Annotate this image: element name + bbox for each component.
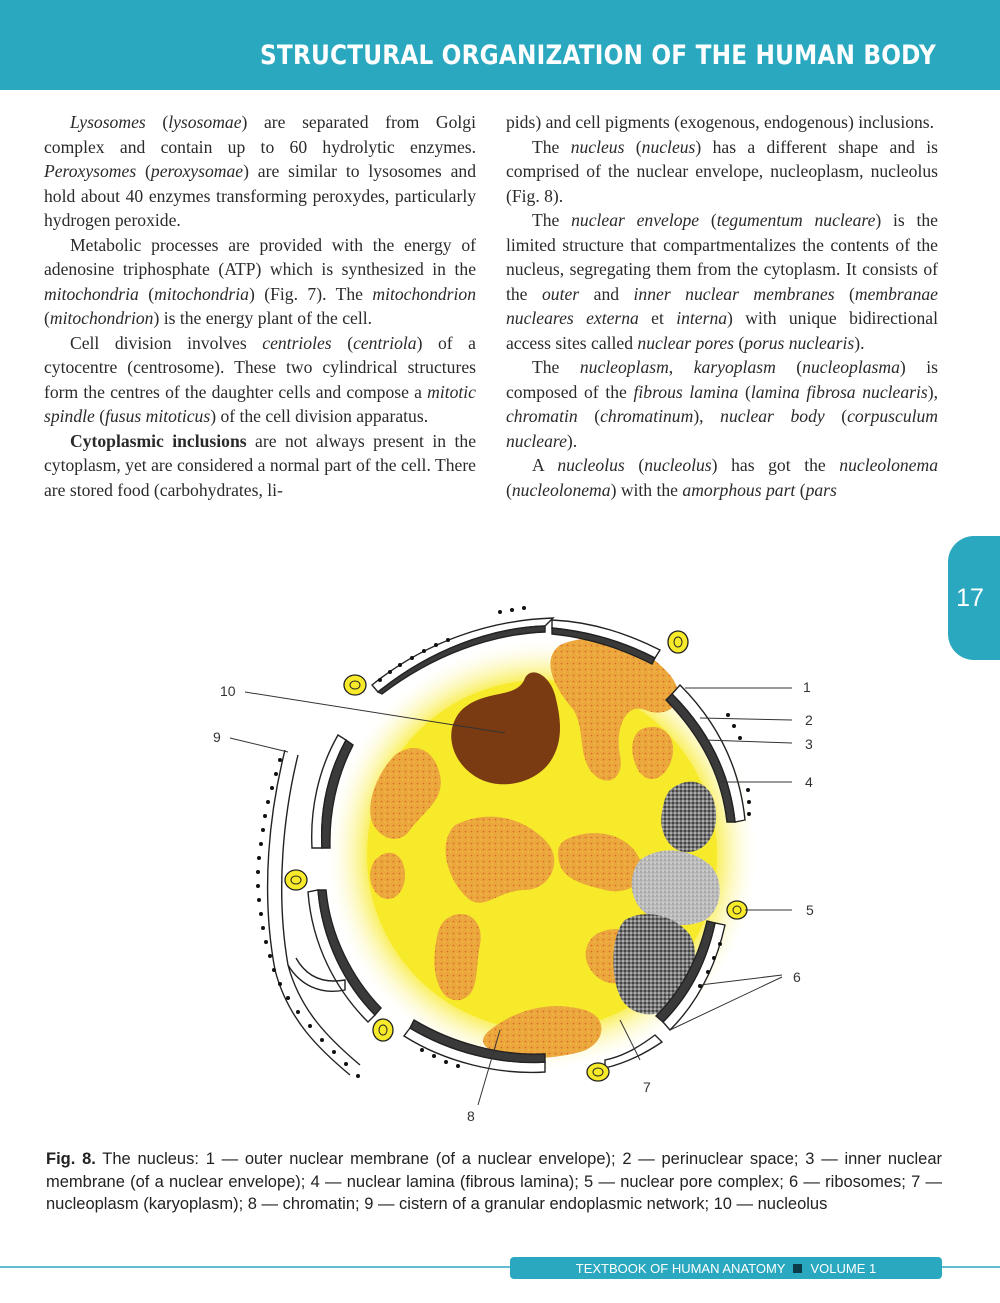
page-header	[0, 0, 1000, 90]
paragraph: Cell division involves centrioles (centriola) of a cytocentre (centrosome). These two cylindrical structures form the centres of the daughter cells and compose a mitotic spindle (fusus mitoticus) of the cell division apparatus.	[44, 332, 476, 426]
paragraph: The nuclear envelope (tegumentum nucleare) is the limited structure that compartmentalizes the contents of the nucleus, segregating them from the cytoplasm. It consists of the outer and inner nuclear membranes (membranae nucleares externa et interna) with unique bidirectional access sites called nuclear pores (porus nuclearis).	[506, 210, 938, 353]
page-number-tab	[948, 536, 1000, 660]
paragraph: A nucleolus (nucleolus) has got the nucleolonema (nucleolonema) with the amorphous part (pars	[506, 455, 938, 500]
footer-bar	[510, 1257, 942, 1279]
page-title: STRUCTURAL ORGANIZATION OF THE HUMAN BODY	[260, 40, 936, 71]
text-column-left	[44, 110, 476, 502]
square-icon	[793, 1264, 802, 1273]
caption-text: The nucleus: 1 — outer nuclear membrane (of a nuclear envelope); 2 — perinuclear space; 3 — inner nuclear membrane (of a nuclear envelope); 4 — nuclear lamina (fibrous lamina); 5 — nuclear pore complex; 6 — ribosomes; 7 — nucleoplasm (karyoplasm); 8 — chromatin; 9 — cistern of a granular endoplasmic network; 10 — nucleolus	[46, 1150, 942, 1213]
label-7: 7	[643, 1079, 651, 1095]
figure-caption	[46, 1148, 942, 1216]
footer-volume: VOLUME 1	[810, 1260, 877, 1276]
label-4: 4	[805, 774, 813, 790]
paragraph: Cytoplasmic inclusions are not always present in the cytoplasm, yet are considered a normal part of the cell. There are stored food (carbohydrates, li-	[44, 430, 476, 500]
label-9: 9	[213, 729, 221, 745]
heterochromatin	[661, 782, 716, 853]
label-5: 5	[806, 902, 814, 918]
label-1: 1	[803, 679, 811, 695]
paragraph: pids) and cell pigments (exogenous, endogenous) inclusions.	[506, 112, 935, 132]
page-number: 17	[956, 584, 984, 612]
label-3: 3	[805, 736, 813, 752]
caption-prefix: Fig. 8.	[46, 1150, 96, 1168]
text-column-right	[506, 110, 938, 502]
paragraph: Lysosomes (lysosomae) are separated from Golgi complex and contain up to 60 hydrolytic enzymes. Peroxysomes (peroxysomae) are similar to lysosomes and hold about 40 enzymes transforming peroxydes, particularly hydrogen peroxide.	[44, 112, 477, 230]
label-2: 2	[805, 712, 813, 728]
label-8: 8	[467, 1108, 475, 1124]
paragraph: The nucleoplasm, karyoplasm (nucleoplasma) is composed of the fibrous lamina (lamina fibrosa nuclearis), chromatin (chromatinum), nuclear body (corpusculum nucleare).	[506, 357, 939, 451]
label-6: 6	[793, 969, 801, 985]
nucleus-figure	[200, 590, 840, 1135]
paragraph: The nucleus (nucleus) has a different shape and is comprised of the nuclear envelope, nucleoplasm, nucleolus (Fig. 8).	[506, 136, 938, 206]
label-10: 10	[220, 683, 236, 699]
paragraph: Metabolic processes are provided with the energy of adenosine triphosphate (ATP) which is synthesized in the mitochondria (mitochondria) (Fig. 7). The mitochondrion (mitochondrion) is the energy plant of the cell.	[44, 234, 476, 328]
footer-book-title: TEXTBOOK OF HUMAN ANATOMY	[575, 1260, 786, 1276]
